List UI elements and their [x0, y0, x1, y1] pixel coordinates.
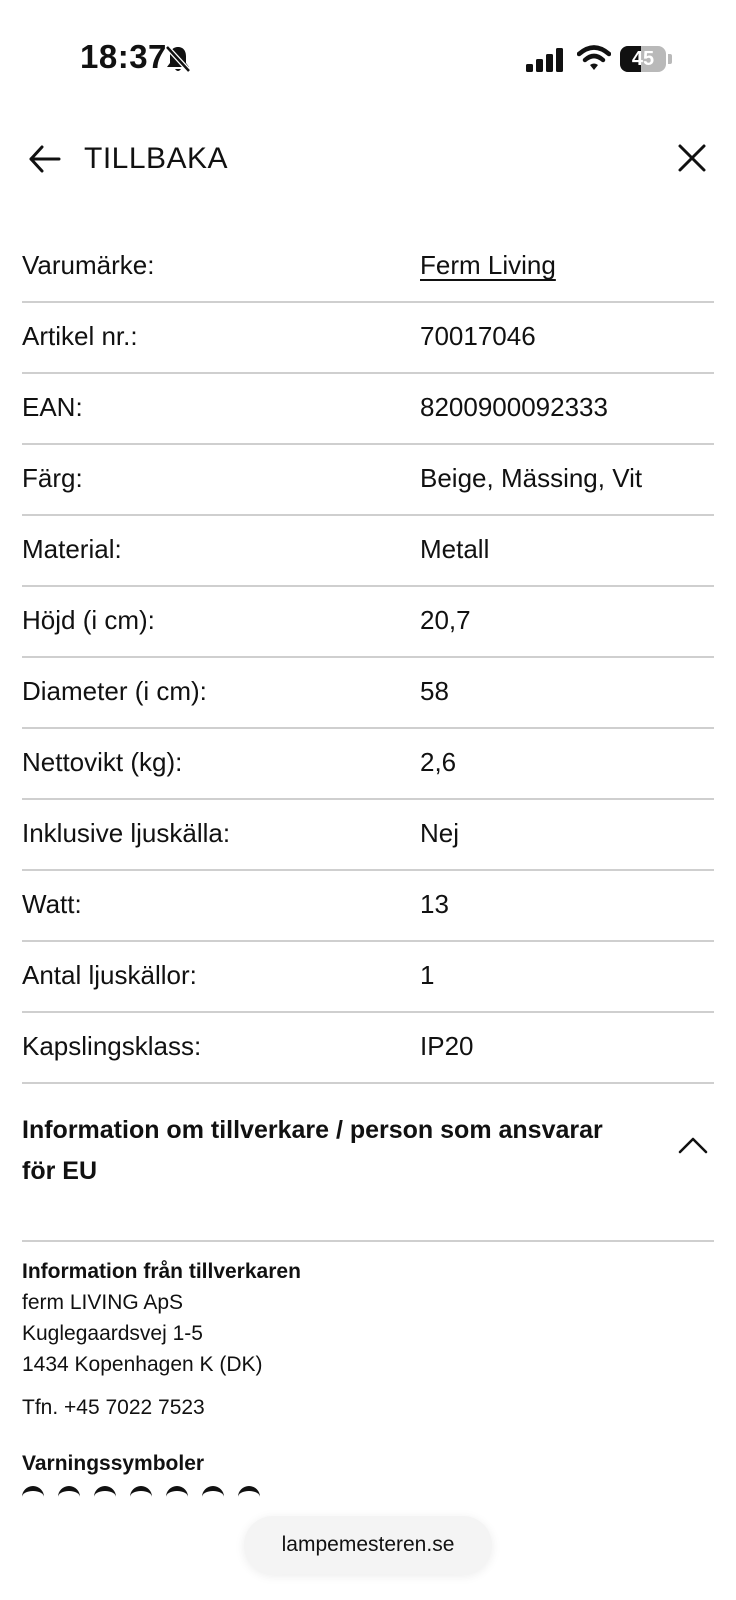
spec-row-diameter: [22, 658, 714, 729]
chevron-up-icon[interactable]: [678, 1136, 708, 1154]
manufacturer-line: 1434 Kopenhagen K (DK): [22, 1353, 263, 1376]
manufacturer-line: Kuglegaardsvej 1-5: [22, 1322, 203, 1345]
spec-row-weight: [22, 729, 714, 800]
spec-label: Nettovikt (kg):: [22, 747, 183, 777]
spec-table: [22, 232, 714, 1084]
spec-row-watt: [22, 871, 714, 942]
wifi-icon: [577, 44, 611, 72]
spec-value: 1: [420, 960, 435, 990]
spec-label: EAN:: [22, 392, 83, 422]
status-time: 18:37: [80, 38, 167, 75]
back-button[interactable]: TILLBAKA: [84, 142, 229, 175]
spec-label: Färg:: [22, 463, 83, 493]
spec-label: Varumärke:: [22, 250, 155, 280]
close-icon[interactable]: [676, 142, 708, 174]
spec-value: Beige, Mässing, Vit: [420, 463, 643, 493]
battery-icon: [620, 46, 672, 74]
spec-row-article: [22, 303, 714, 374]
manufacturer-line: ferm LIVING ApS: [22, 1291, 184, 1314]
spec-value: 58: [420, 676, 449, 706]
manufacturer-heading: Information från tillverkaren: [22, 1260, 301, 1283]
spec-label: Diameter (i cm):: [22, 676, 207, 706]
spec-row-height: [22, 587, 714, 658]
battery-percent: 45: [631, 48, 655, 70]
status-bar: [0, 0, 736, 120]
spec-row-color: [22, 445, 714, 516]
spec-label: Watt:: [22, 889, 82, 919]
spec-value: 8200900092333: [420, 392, 608, 422]
spec-label: Antal ljuskällor:: [22, 960, 197, 990]
manufacturer-phone: Tfn. +45 7022 7523: [22, 1396, 205, 1419]
spec-label: Kapslingsklass:: [22, 1031, 202, 1061]
spec-row-material: [22, 516, 714, 587]
spec-row-light-source: [22, 800, 714, 871]
accordion-title: Information om tillverkare / person som ansvarar för EU: [22, 1116, 603, 1185]
spec-label: Höjd (i cm):: [22, 605, 155, 635]
spec-row-ean: [22, 374, 714, 445]
spec-value: 20,7: [420, 605, 471, 635]
spec-value: Metall: [420, 534, 490, 564]
page-header: [0, 130, 736, 190]
spec-value: Nej: [420, 818, 460, 848]
spec-row-brand: [22, 232, 714, 303]
manufacturer-accordion[interactable]: [22, 1090, 714, 1242]
warning-symbols-heading: Varningssymboler: [22, 1452, 205, 1475]
spec-row-ip-class: [22, 1013, 714, 1084]
arrow-left-icon[interactable]: [28, 144, 62, 174]
spec-row-light-count: [22, 942, 714, 1013]
manufacturer-info: [22, 1256, 714, 1423]
brand-link[interactable]: Ferm Living: [420, 250, 556, 280]
spec-value: 70017046: [420, 321, 536, 351]
browser-url-bar[interactable]: lampemesteren.se: [244, 1516, 492, 1574]
signal-icon: [526, 48, 566, 72]
spec-label: Material:: [22, 534, 122, 564]
spec-value: 13: [420, 889, 449, 919]
spec-label: Artikel nr.:: [22, 321, 138, 351]
spec-value: 2,6: [420, 747, 457, 777]
bell-slash-icon: [164, 44, 192, 74]
spec-label: Inklusive ljuskälla:: [22, 818, 231, 848]
warning-symbols-strip: [22, 1486, 312, 1498]
spec-value: IP20: [420, 1031, 474, 1061]
